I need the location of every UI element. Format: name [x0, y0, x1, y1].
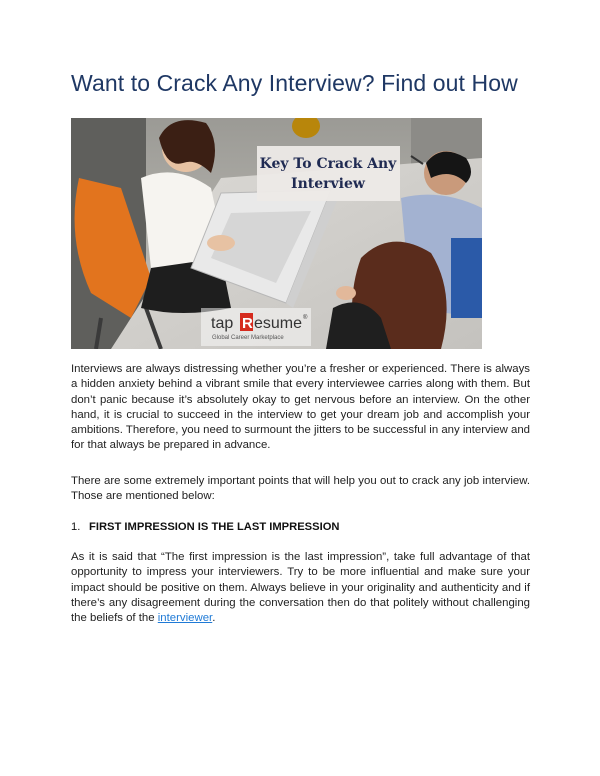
interviewer-link[interactable]: interviewer	[157, 612, 213, 625]
brand-esume: esume	[254, 315, 303, 332]
points-intro-paragraph: There are some extremely important points that will help you out to crack any job interview. Those are mentioned below:	[71, 475, 530, 503]
section-1-text: As it is said that “The first impression is the last impression”, take full advantage of that opportunity to impress your interviewers. Try to be more influential and make sure your impact should be positive on them. Always believe in your originality and authenticity and if there’s any disagreement during the conversation then do that politely without challenging the beliefs of the	[71, 551, 530, 625]
section-1-paragraph	[71, 550, 530, 626]
section-1-title: FIRST IMPRESSION IS THE LAST IMPRESSION	[89, 521, 340, 533]
section-1-number: 1.	[71, 521, 81, 533]
blue-chair	[451, 238, 482, 318]
brand-tagline: Global Career Marketplace	[212, 335, 284, 341]
brand-registered: ®	[303, 315, 308, 321]
page-title: Want to Crack Any Interview? Find out How	[71, 70, 518, 96]
hands	[207, 235, 235, 251]
brand-tap: tap	[211, 315, 234, 332]
interview-scene-illustration	[71, 118, 482, 349]
section-1-period: .	[212, 612, 216, 625]
intro-paragraph: Interviews are always distressing whether you’re a fresher or experienced. There is always a hidden anxiety behind a vibrant smile that every interviewee carries along with them. But don’t panic because it’s absolutely okay to get nervous before an interview. On the other hand, it is crucial to succeed in the interview to get your dream job and accomplish your ambitions. Therefore, you need to surmount the jitters to be successful in any interview and for that always be prepared in advance.	[71, 363, 530, 452]
title-overlay-card	[257, 146, 400, 201]
overlay-line1: Key To Crack Any	[259, 156, 397, 172]
woman-right-hand	[336, 286, 356, 300]
brand-r: R	[242, 315, 253, 332]
section-1-heading	[71, 521, 340, 533]
overlay-line2: Interview	[291, 176, 365, 192]
hero-image	[71, 118, 482, 349]
